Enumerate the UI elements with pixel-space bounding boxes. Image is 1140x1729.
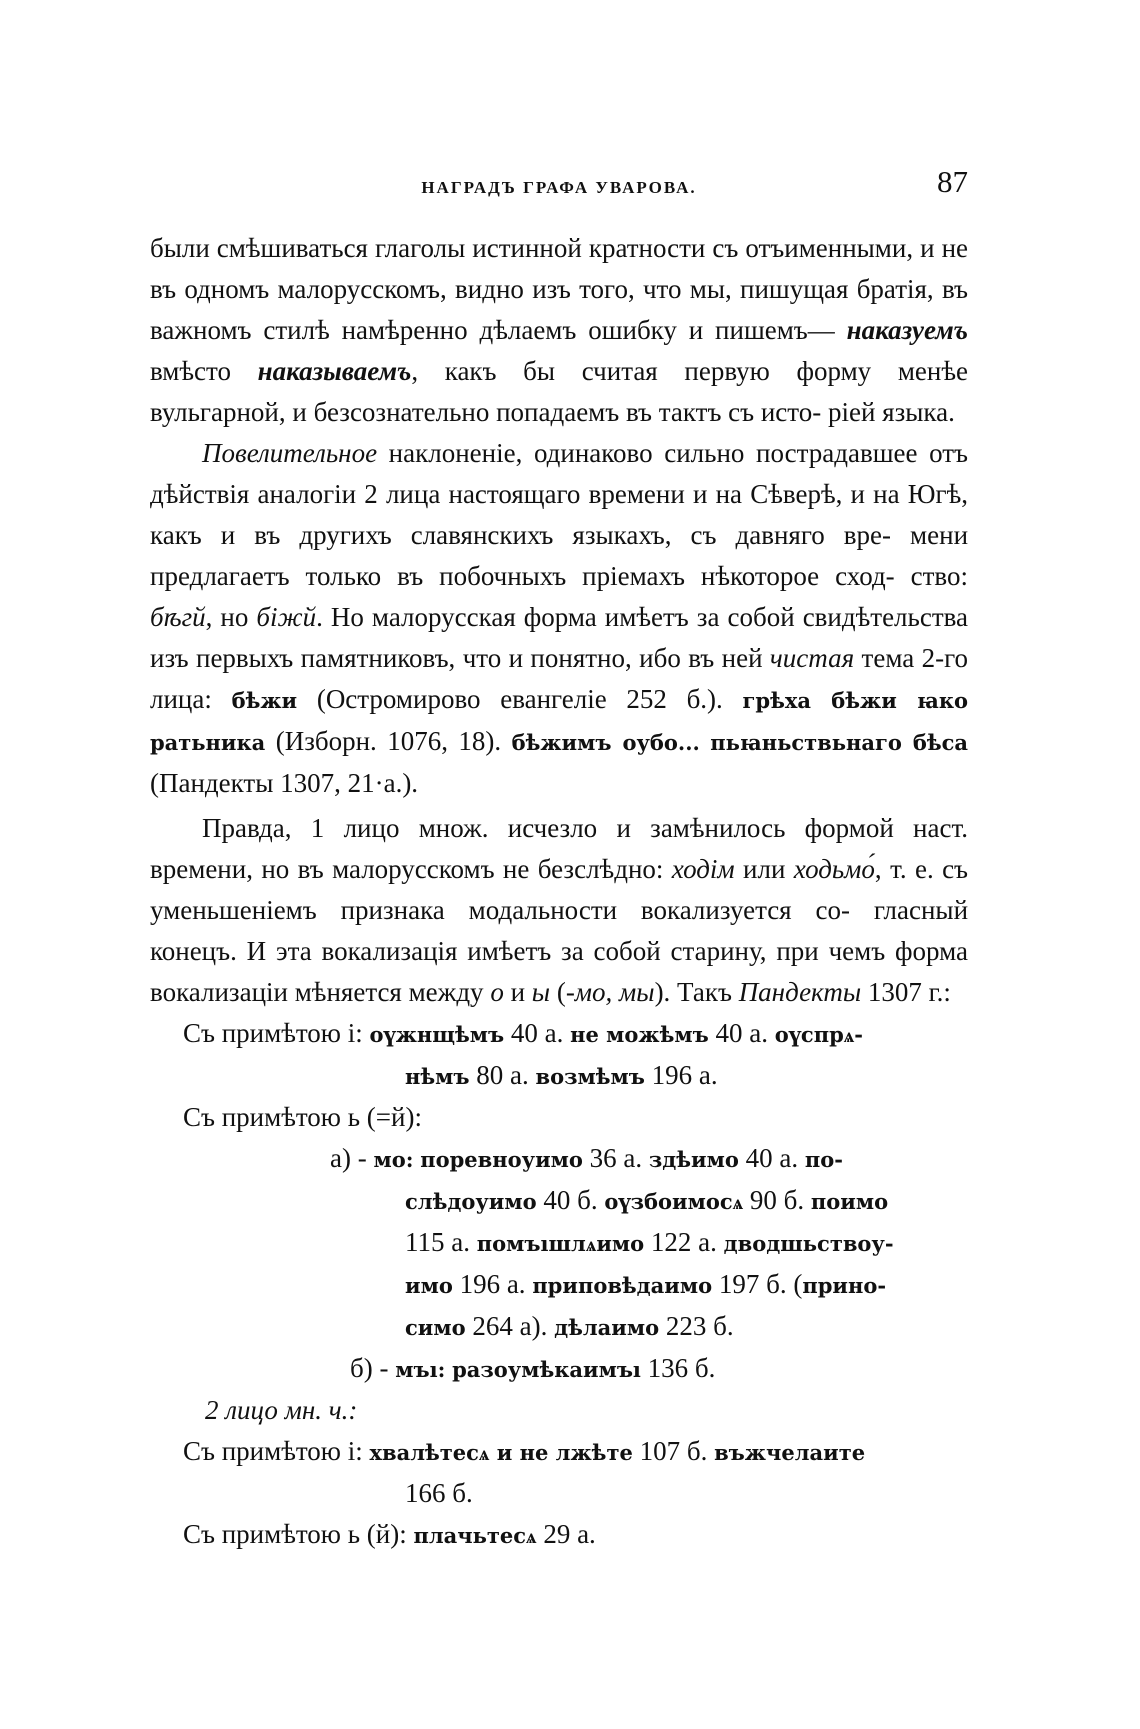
text-fragment: , xyxy=(874,854,882,884)
church-slavonic-quote: дѣлаимо xyxy=(554,1315,660,1340)
text-fragment: 115 а. xyxy=(405,1227,477,1257)
example-label: Съ примѣтою ь (й): xyxy=(183,1519,407,1549)
text-fragment: чемъ форма вокализаціи мѣняется между xyxy=(150,936,968,1007)
church-slavonic-quote: по- xyxy=(804,1147,843,1172)
example-line xyxy=(150,1180,968,1222)
church-slavonic-quote: мъı: xyxy=(395,1357,446,1382)
text-line: отъ дѣйствія аналогіи 2 лица настоящаго времени и на Сѣверѣ, xyxy=(150,438,968,509)
church-slavonic-quote: возмѣмъ xyxy=(535,1064,645,1089)
text-fragment: 1307 г.: xyxy=(861,977,951,1007)
italic-word: наказываемъ xyxy=(257,356,412,386)
example-line xyxy=(150,1306,968,1348)
text-fragment: 80 а. xyxy=(469,1060,536,1090)
italic-letter: о xyxy=(490,977,504,1007)
italic-word: ходім xyxy=(671,854,735,884)
italic-word: чистая xyxy=(769,643,855,673)
church-slavonic-quote: слѣдоуимо xyxy=(405,1189,537,1214)
church-slavonic-quote: плачьтесѧ xyxy=(413,1523,537,1548)
church-slavonic-quote: пьꙗньствьнаго бѣса xyxy=(710,730,969,755)
text-fragment: 29 а. xyxy=(536,1519,596,1549)
text-line: т. е. съ уменьшеніемъ признака модальности вокализуется со- xyxy=(150,854,969,925)
text-fragment: 166 б. xyxy=(405,1478,473,1508)
text-line: и не въ одномъ малорусскомъ, видно изъ того, что мы, пишущая xyxy=(150,233,968,304)
text-fragment: 223 б. xyxy=(659,1311,734,1341)
example-line xyxy=(150,1473,968,1514)
example-line xyxy=(150,1055,968,1097)
example-line xyxy=(150,1013,968,1055)
church-slavonic-quote: оүжнщѣмъ xyxy=(369,1022,505,1047)
example-section-label: 2 лицо мн. ч.: xyxy=(205,1395,358,1425)
text-fragment: и xyxy=(503,977,532,1007)
text-fragment: ( xyxy=(550,977,566,1007)
text-line: свидѣтельства изъ первыхъ памятниковъ, что и понятно, ибо въ xyxy=(150,602,968,673)
text-fragment: 264 а). xyxy=(465,1311,555,1341)
text-fragment: 197 б. ( xyxy=(712,1269,803,1299)
text-fragment: , какъ бы считая первую форму xyxy=(411,356,872,386)
text-fragment: 40 б. xyxy=(536,1185,605,1215)
text-fragment: ство: xyxy=(910,561,968,591)
italic-letter: ы xyxy=(531,977,551,1007)
text-fragment: наклоненіе, одинаково сильно пострадавшее xyxy=(377,438,918,468)
italic-term: Повелительное xyxy=(202,438,378,468)
text-line: ріей языка. xyxy=(827,397,955,427)
church-slavonic-quote: нѣмъ xyxy=(405,1064,470,1089)
church-slavonic-quote: помъıшлѧимо xyxy=(476,1231,645,1256)
text-line: Правда, 1 лицо множ. исчезло и замѣнилось формой наст. xyxy=(202,813,968,843)
text-fragment: 36 а. xyxy=(582,1143,649,1173)
church-slavonic-quote: здѣимо xyxy=(648,1147,739,1172)
church-slavonic-quote: грѣха бѣжи ꙗко ратьника xyxy=(150,688,969,755)
text-fragment: тема 2-го лица: xyxy=(150,643,969,714)
example-line xyxy=(150,1348,968,1390)
text-fragment: (Пандекты 1307, 21·а.). xyxy=(150,768,419,798)
text-fragment: времени, но въ малорусскомъ не безслѣдно: xyxy=(150,854,672,884)
church-slavonic-quote: прино- xyxy=(802,1273,887,1298)
example-label: Съ примѣтою ь (=й): xyxy=(183,1102,422,1132)
text-fragment: 136 б. xyxy=(640,1353,716,1383)
church-slavonic-quote: симо xyxy=(405,1315,466,1340)
text-fragment: 107 б. xyxy=(632,1436,715,1466)
paragraph-imperative xyxy=(150,433,968,804)
text-fragment: (Остромирово евангеліе 252 б.). xyxy=(297,684,723,714)
paragraph-continued xyxy=(150,228,968,433)
text-fragment: 122 а. xyxy=(644,1227,724,1257)
church-slavonic-quote: бѣжимъ оубо... xyxy=(511,730,700,755)
page-number: 87 xyxy=(937,164,968,199)
italic-word: бѣгй xyxy=(150,602,206,632)
sub-label: а) - xyxy=(330,1143,374,1173)
text-line: и на Югѣ, какъ и въ другихъ славянскихъ языкахъ, съ давняго вре- xyxy=(150,479,968,550)
text-fragment: 196 а. xyxy=(452,1269,533,1299)
church-slavonic-quote: разоумѣкаимъı xyxy=(452,1357,641,1382)
example-line xyxy=(150,1138,968,1180)
example-line xyxy=(150,1431,968,1473)
text-fragment: ней xyxy=(721,643,770,673)
text-line: были смѣшиваться глаголы истинной кратности съ отъименными, xyxy=(150,233,914,263)
italic-word: ходьмо́ xyxy=(793,854,875,884)
sub-label: б) - xyxy=(350,1353,396,1383)
text-line: мени предлагаетъ только въ побочныхъ пріемахъ нѣкоторое сход- xyxy=(150,520,969,591)
text-line: братія, въ важномъ стилѣ намѣренно дѣлаемъ ошибку и пишемъ— xyxy=(150,274,968,345)
church-slavonic-quote: поимо xyxy=(810,1189,889,1214)
example-line xyxy=(150,1264,968,1306)
example-line xyxy=(150,1097,968,1138)
example-line xyxy=(150,1514,968,1556)
page-header xyxy=(150,164,968,208)
text-fragment: ). Такъ xyxy=(654,977,732,1007)
text-fragment: 40 а. xyxy=(738,1143,805,1173)
running-title: НАГРАДЪ ГРАФА УВАРОВА. xyxy=(421,178,697,197)
text-fragment: , но xyxy=(205,602,257,632)
example-label: Съ примѣтою і: xyxy=(183,1018,363,1048)
text-fragment: (Изборн. 1076, 18). xyxy=(265,726,512,756)
church-slavonic-quote: имо xyxy=(405,1273,453,1298)
text-line: менѣе вульгарной, и безсознательно попадаемъ въ тактъ съ исто- xyxy=(150,356,969,427)
examples-block xyxy=(150,1013,968,1556)
text-fragment: вмѣсто xyxy=(150,356,258,386)
church-slavonic-quote: оүзбоимосѧ xyxy=(604,1189,744,1214)
text-fragment: 196 а. xyxy=(644,1060,718,1090)
church-slavonic-quote: дводшьствоу- xyxy=(723,1231,894,1256)
example-line xyxy=(150,1222,968,1264)
church-slavonic-quote: поревноуимо xyxy=(420,1147,583,1172)
church-slavonic-quote: бѣжи xyxy=(231,688,298,713)
text-fragment: 90 б. xyxy=(743,1185,811,1215)
example-label: Съ примѣтою і: xyxy=(183,1436,363,1466)
church-slavonic-quote: въжчелаите xyxy=(714,1440,866,1465)
text-fragment: 40 а. xyxy=(504,1018,571,1048)
text-fragment: или xyxy=(734,854,794,884)
church-slavonic-quote: хвалѣтесѧ и не лжѣте xyxy=(369,1440,633,1465)
church-slavonic-quote: мо: xyxy=(373,1147,414,1172)
church-slavonic-quote: оүспрѧ- xyxy=(774,1022,863,1047)
church-slavonic-quote: не можѣмъ xyxy=(570,1022,709,1047)
text-line: гласный конецъ. И эта вокализація имѣетъ за собой старину, при xyxy=(150,895,969,966)
italic-word: біжй xyxy=(256,602,317,632)
body-text xyxy=(150,228,968,1556)
church-slavonic-quote: приповѣдаимо xyxy=(532,1273,713,1298)
text-fragment: . Но малорусская форма имѣетъ за собой xyxy=(316,602,795,632)
italic-word: наказуемъ xyxy=(846,315,968,345)
text-fragment: 40 а. xyxy=(708,1018,775,1048)
italic-word: -мо, мы xyxy=(565,977,655,1007)
paragraph-first-person xyxy=(150,808,968,1013)
italic-word: Пандекты xyxy=(738,977,862,1007)
